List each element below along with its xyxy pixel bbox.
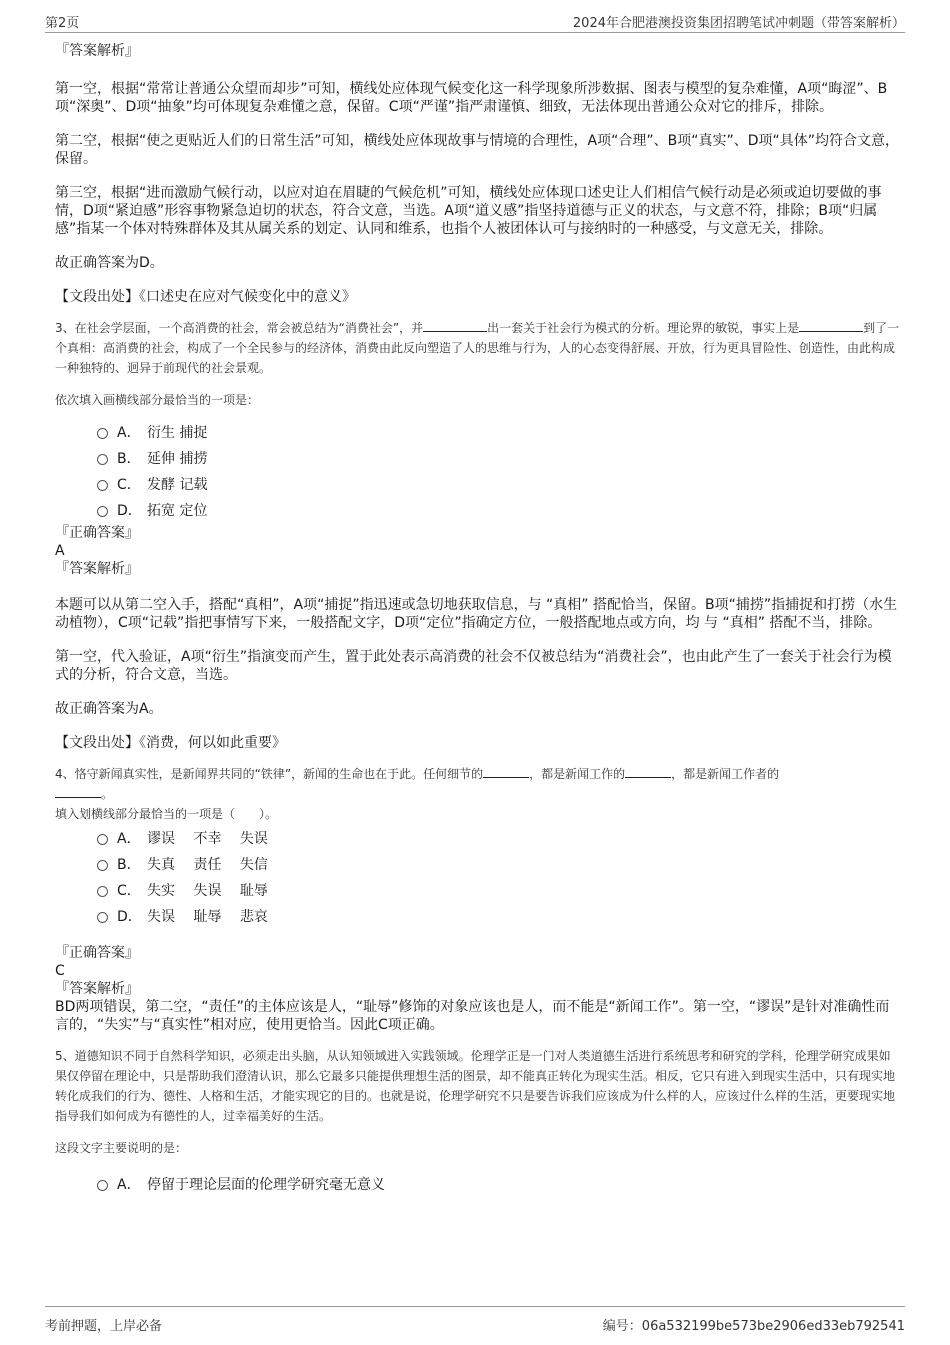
q3-stem: 3、在社会学层面，一个高消费的社会，常会被总结为“消费社会”，并 出一套关于社会行为模式的分析。理论界的敏锐，事实上是 到了一个真相：高消费的社会，构成了一个全民参与的经济体，消费由此反向塑造了人的思维与行为，人的心态变得舒展、开放，行为更具冒险性、创造性，由此构成一种独特的、迥异于前现代的社会景观。 [55,321,900,375]
correct-answer-label: 『正确答案』 [55,525,139,541]
q4-option-d[interactable]: D． 失误 耻辱 悲哀 [97,904,900,930]
q5-options [97,1172,900,1198]
q5-stem: 5、道德知识不同于自然科学知识，必须走出头脑，从认知领域进入实践领域。伦理学正是一门对人类道德生活进行系统思考和研究的学科，伦理学研究成果如果仅停留在理论中，只是帮助我们澄清认识，那么它最多只能提供理想生活的图景，却不能真正转化为现实生活。相反，它只有进入到现实生活中，只有现实地转化成我们的行为、德性、人格和生活，才能实现它的目的。也就是说，伦理学研究不只是要告诉我们应该成为什么样的人，应该过什么样的生活，更要现实地指导我们如何成为有德性的人，过幸福美好的生活。 [55,1049,896,1123]
answer-analysis-label: 『答案解析』 [55,561,139,577]
q3-analysis-2: 第一空，代入验证，A项“衍生”指演变而产生，置于此处表示高消费的社会不仅被总结为“消费社会”，也由此产生了一套关于社会行为模式的分析，符合文意，当选。 [55,649,892,683]
q2-analysis-3: 第三空，根据“进而激励气候行动，以应对迫在眉睫的气候危机”可知，横线处应体现口述史让人们相信气候行动是必须或迫切要做的事情，D项“紧迫感”形容事物紧急迫切的状态，符合文意，当选。A项“道义感”指坚持道德与正义的状态，与文意不符，排除；B项“归属感”指某一个体对特殊群体及其从属关系的划定、认同和维系，也指个人被团体认可与接纳时的一种感受，与文意无关，排除。 [55,185,882,237]
radio-icon[interactable] [97,860,108,871]
page-footer [45,1306,905,1337]
q4-analysis: BD两项错误，第二空，“责任”的主体应该是人，“耻辱”修饰的对象应该也是人，而不能是“新闻工作”。第一空，“谬误”是针对准确性而言的，“失实”与“真实性”相对应，使用更恰当。因此C项正确。 [55,999,890,1033]
footer-slogan: 考前押题，上岸必备 [45,1319,163,1334]
q2-conclusion: 故正确答案为D。 [55,255,164,271]
q3-options [97,420,900,524]
radio-icon[interactable] [97,428,108,439]
q4-option-c[interactable]: C． 失实 失误 耻辱 [97,878,900,904]
fill-blank [799,319,863,332]
q4-answer: C [55,963,65,979]
q2-analysis-1: 第一空，根据“常常让普通公众望而却步”可知，横线处应体现气候变化这一科学现象所涉数据、图表与模型的复杂难懂，A项“晦涩”、B项“深奥”、D项“抽象”均可体现复杂难懂之意，保留。C项“严谨”指严肃谨慎、细致，无法体现出普通公众对它的排斥，排除。 [55,81,888,115]
page-header [45,8,905,33]
radio-icon[interactable] [97,834,108,845]
answer-analysis-label: 『答案解析』 [55,981,139,997]
page-content [55,42,900,1198]
q3-option-b[interactable]: B． 延伸 捕捞 [97,446,900,472]
q3-analysis-1: 本题可以从第二空入手，搭配“真相”，A项“捕捉”指迅速或急切地获取信息，与 “真相” 搭配恰当，保留。B项“捕捞”指捕捉和打捞（水生动植物），C项“记载”指把事情写下来，一般搭配文字，D项“定位”指确定方位，一般搭配地点或方向，均 与 “真相” 搭配不当，排除。 [55,597,898,631]
fill-blank [55,785,101,798]
radio-icon[interactable] [97,480,108,491]
q4-stem: 4、恪守新闻真实性，是新闻界共同的“铁律”，新闻的生命也在于此。任何细节的 ，都是新闻工作的 ，都是新闻工作者的 。 [55,767,780,801]
answer-analysis-label: 『答案解析』 [55,43,139,59]
q4-option-a[interactable]: A． 谬误 不幸 失误 [97,826,900,852]
q3-conclusion: 故正确答案为A。 [55,701,163,717]
radio-icon[interactable] [97,886,108,897]
q5-prompt: 这段文字主要说明的是： [55,1141,188,1155]
q3-prompt: 依次填入画横线部分最恰当的一项是： [55,393,260,407]
q4-option-b[interactable]: B． 失真 责任 失信 [97,852,900,878]
q4-prompt: 填入划横线部分最恰当的一项是（ ）。 [55,807,278,821]
radio-icon[interactable] [97,912,108,923]
q3-option-d[interactable]: D． 拓宽 定位 [97,498,900,524]
q3-source: 【文段出处】《消费，何以如此重要》 [55,735,286,751]
q3-option-a[interactable]: A． 衍生 捕捉 [97,420,900,446]
radio-icon[interactable] [97,1180,108,1191]
radio-icon[interactable] [97,454,108,465]
document-title: 2024年合肥港澳投资集团招聘笔试冲刺题（带答案解析） [572,16,905,31]
fill-blank [625,765,671,778]
radio-icon[interactable] [97,506,108,517]
q3-answer: A [55,543,65,559]
q2-source: 【文段出处】《口述史在应对气候变化中的意义》 [55,289,356,305]
document-id: 编号：06a532199be573be2906ed33eb792541 [602,1319,905,1334]
q2-analysis-2: 第二空，根据“使之更贴近人们的日常生活”可知，横线处应体现故事与情境的合理性，A项“合理”、B项“真实”、D项“具体”均符合文意，保留。 [55,133,899,167]
fill-blank [423,319,487,332]
q5-option-a[interactable]: A． 停留于理论层面的伦理学研究毫无意义 [97,1172,900,1198]
q3-option-c[interactable]: C． 发酵 记载 [97,472,900,498]
q4-options [97,826,900,930]
fill-blank [483,765,529,778]
correct-answer-label: 『正确答案』 [55,945,139,961]
page-number: 第2页 [45,16,80,31]
